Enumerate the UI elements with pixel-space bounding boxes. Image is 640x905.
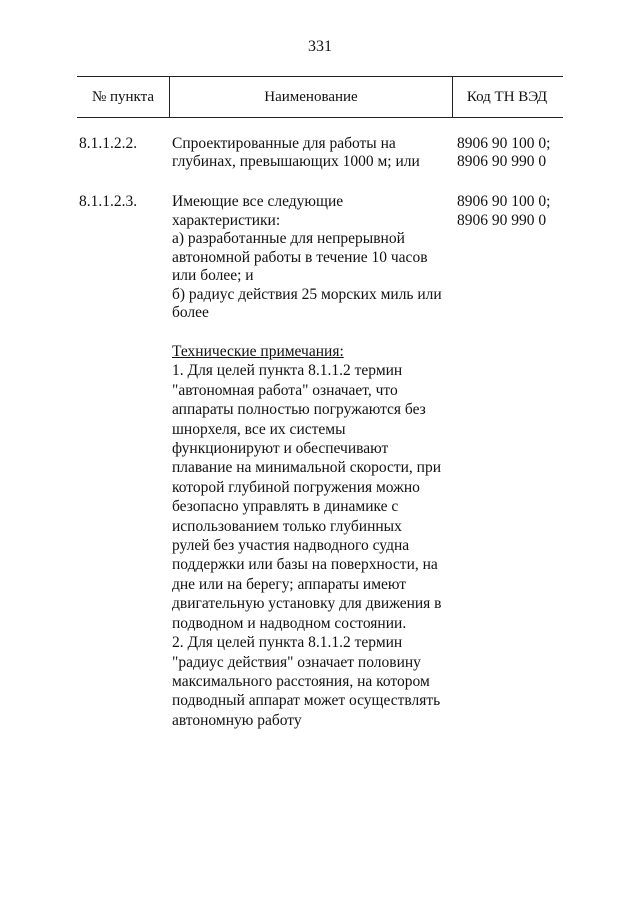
page-number: 331 (308, 38, 332, 55)
notes-title: Технические примечания: (172, 343, 344, 360)
header-item-number: № пункта (91, 89, 155, 105)
row-code (457, 193, 567, 230)
notes-line: "автономная работа" означает, что (172, 381, 398, 399)
notes-line: 2. Для целей пункта 8.1.1.2 термин (172, 634, 403, 652)
row-code-line: 8906 90 100 0; (457, 135, 551, 152)
row-item-number: 8.1.1.2.3. (79, 193, 138, 210)
row-name-line: б) радиус действия 25 морских миль или (172, 285, 442, 303)
row-code (457, 135, 567, 170)
notes-line: автономную работу (172, 711, 302, 729)
notes-line: функционируют и обеспечивают (172, 440, 389, 458)
notes-line: подводном и надводном состоянии. (172, 614, 407, 632)
row-name-line: Спроектированные для работы на (172, 135, 396, 152)
notes-line: поддержки или базы на поверхности, на (172, 556, 438, 574)
row-name (172, 193, 462, 323)
row-name (172, 135, 462, 170)
row-name-line: а) разработанные для непрерывной (172, 230, 405, 247)
notes-line: рулей без участия надводного судна (172, 537, 410, 555)
row-name-line: автономной работы в течение 10 часов (172, 248, 428, 266)
notes-line: безопасно управлять в динамике с (172, 498, 399, 516)
notes-line: аппараты полностью погружаются без (172, 401, 426, 419)
row-name-line: характеристики: (172, 211, 281, 229)
header-code: Код ТН ВЭД (466, 89, 548, 105)
row-item-number: 8.1.1.2.2. (79, 135, 138, 152)
notes-line: использованием только глубинных (172, 517, 402, 535)
notes-line: которой глубиной погружения можно (172, 478, 420, 496)
notes-line: "радиус действия" означает половину (172, 653, 421, 671)
notes-line: дне или на берегу; аппараты имеют (172, 575, 407, 593)
row-name-line: более (172, 304, 209, 321)
notes-line: двигательную установку для движения в (172, 595, 442, 613)
notes-line: шнорхеля, все их системы (172, 420, 346, 438)
notes-line: плавание на минимальной скорости, при (172, 459, 442, 477)
row-code-line: 8906 90 990 0 (457, 211, 547, 229)
row-code-line: 8906 90 100 0; (457, 193, 551, 210)
table-header (77, 76, 563, 118)
row-name-line: или более; и (172, 267, 254, 284)
row-name-line: Имеющие все следующие (172, 193, 344, 210)
notes-line: подводный аппарат может осуществлять (172, 692, 441, 710)
notes-line: максимального расстояния, на котором (172, 672, 430, 690)
row-code-line: 8906 90 990 0 (457, 152, 547, 170)
row-name-line: глубинах, превышающих 1000 м; или (172, 152, 420, 170)
technical-notes (172, 342, 472, 730)
notes-line: 1. Для целей пункта 8.1.1.2 термин (172, 362, 403, 380)
header-name: Наименование (169, 77, 453, 117)
